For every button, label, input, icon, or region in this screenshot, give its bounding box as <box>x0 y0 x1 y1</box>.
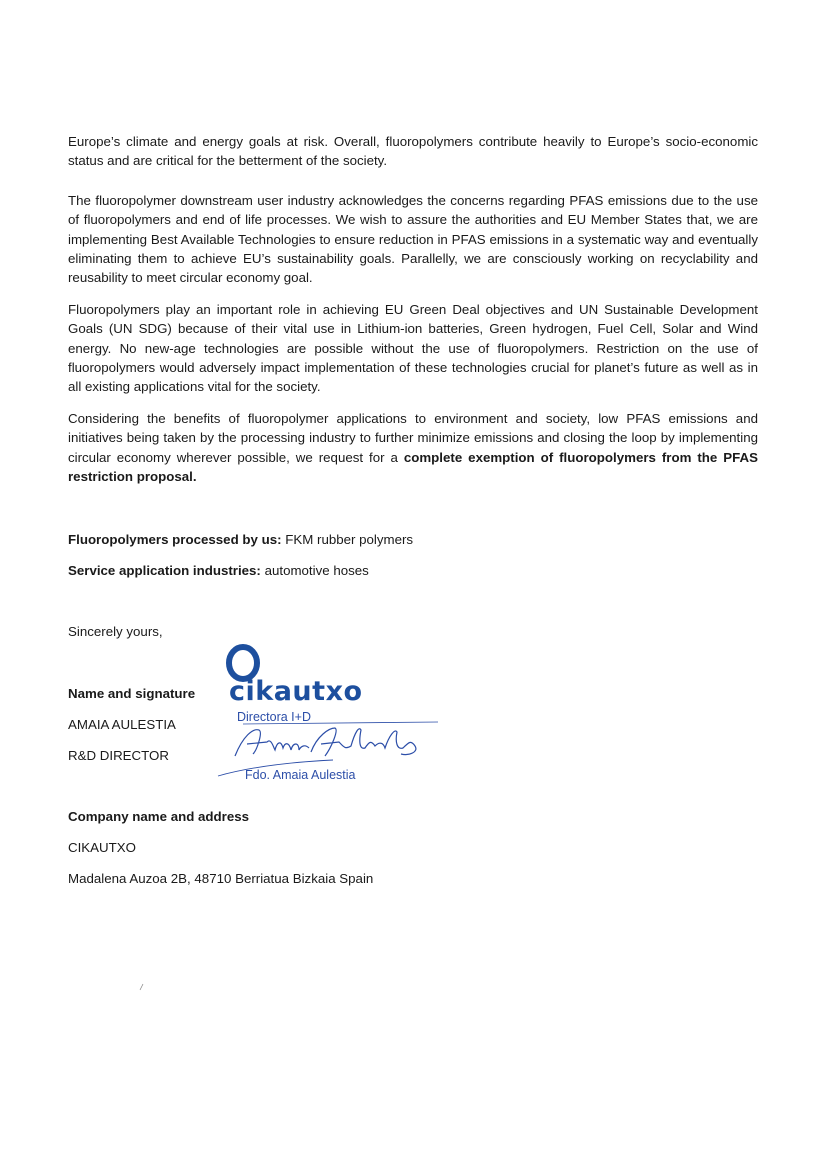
paragraph-climate: Europe’s climate and energy goals at risk. Overall, fluoropolymers contribute heavily to Europe’s socio-economic status and are critical for the betterment of the society. <box>68 134 758 169</box>
stamp-role: Directora I+D <box>237 710 311 724</box>
paragraph-exemption-request <box>68 409 758 486</box>
request-text: Considering the benefits of fluoropolymer applications to environment and society, low PFAS emissions and initiatives being taken by the processing industry to further minimize emissions and closing the loop by implementing circular economy wherever possible, we request for a <box>68 411 758 465</box>
request-highlight: complete exemption of fluoropolymers from the PFAS restriction proposal. <box>68 449 758 484</box>
processed-value: FKM rubber polymers <box>285 532 414 547</box>
stray-pen-mark <box>139 983 145 991</box>
company-label: Company name and address <box>68 809 250 824</box>
industries-label: Service application industries: <box>68 563 261 578</box>
company-address: Madalena Auzoa 2B, 48710 Berriatua Bizkaia Spain <box>68 871 374 886</box>
stamp-signed-by: Fdo. Amaia Aulestia <box>245 768 356 782</box>
processed-polymers-line <box>68 530 413 549</box>
signatory-title: R&D DIRECTOR <box>68 748 169 763</box>
industries-line <box>68 561 369 580</box>
processed-label: Fluoropolymers processed by us: <box>68 532 282 547</box>
company-logo: cikautxo <box>229 676 363 707</box>
company-stamp <box>213 640 453 790</box>
signatory-name: AMAIA AULESTIA <box>68 717 176 732</box>
company-name: CIKAUTXO <box>68 840 136 855</box>
paragraph-green-deal: Fluoropolymers play an important role in achieving EU Green Deal objectives and UN Sustainable Development Goals (UN SDG) because of their vital use in Lithium-ion batteries, Green hydrogen, Fuel Cell, Solar and Wind energy. No new-age technologies are possible without the use of fluoropolymers. Restriction on the use of fluoropolymers would adversely impact implementation of these technologies crucial for planet’s future as well as in all existing applications vital for the society. <box>68 302 758 395</box>
industries-value: automotive hoses <box>264 563 369 578</box>
salutation: Sincerely yours, <box>68 624 163 639</box>
name-signature-label: Name and signature <box>68 686 196 701</box>
paragraph-emissions: The fluoropolymer downstream user industry acknowledges the concerns regarding PFAS emissions due to the use of fluoropolymers and end of life processes. We wish to assure the authorities and EU Member States that, we are implementing Best Available Technologies to ensure reduction in PFAS emissions in a systematic way and eventually eliminating them to achieve EU’s sustainability goals. Parallelly, we are consciously working on recyclability and reusability to meet circular economy goal. <box>68 193 758 286</box>
